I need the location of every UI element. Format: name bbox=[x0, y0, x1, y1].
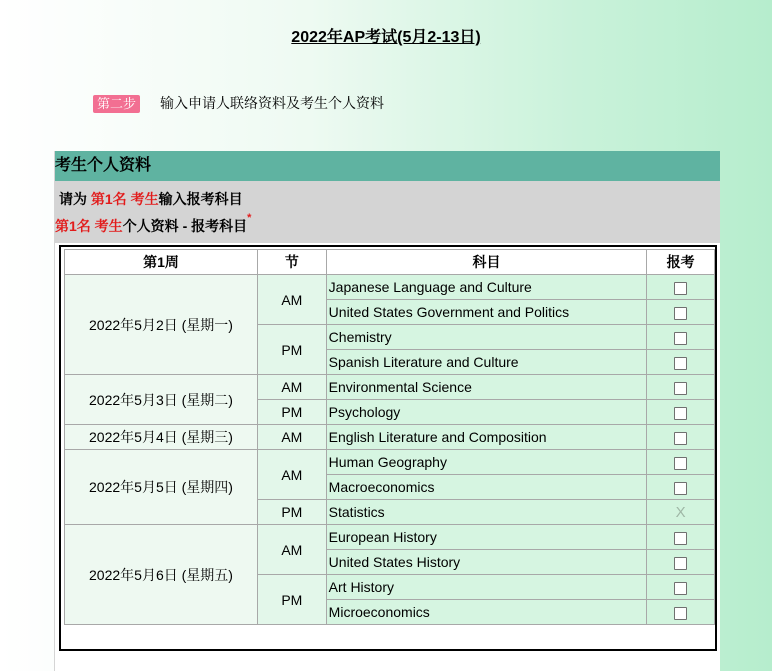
register-cell bbox=[647, 300, 715, 325]
exam-date: 2022年5月2日 (星期一) bbox=[65, 275, 258, 375]
section-header: 考生个人资料 bbox=[55, 151, 720, 181]
register-cell bbox=[647, 350, 715, 375]
step-badge: 第二步 bbox=[93, 95, 140, 113]
header-register: 报考 bbox=[647, 250, 715, 275]
subtitle-line bbox=[55, 212, 252, 236]
prompt-candidate: 第1名 考生 bbox=[90, 191, 159, 207]
section-instructions bbox=[55, 181, 720, 243]
header-subject: 科目 bbox=[326, 250, 647, 275]
register-checkbox[interactable] bbox=[674, 557, 687, 570]
exam-subject: Statistics bbox=[326, 500, 647, 525]
register-checkbox[interactable] bbox=[674, 332, 687, 345]
register-checkbox[interactable] bbox=[674, 532, 687, 545]
register-cell bbox=[647, 500, 715, 525]
register-checkbox[interactable] bbox=[674, 482, 687, 495]
exam-session: AM bbox=[257, 450, 326, 500]
register-cell bbox=[647, 400, 715, 425]
register-cell bbox=[647, 325, 715, 350]
exam-session: PM bbox=[257, 500, 326, 525]
register-cell bbox=[647, 375, 715, 400]
exam-session: AM bbox=[257, 425, 326, 450]
exam-subject: Spanish Literature and Culture bbox=[326, 350, 647, 375]
step-indicator bbox=[93, 93, 384, 113]
exam-subject: European History bbox=[326, 525, 647, 550]
unavailable-mark: X bbox=[675, 503, 686, 521]
register-checkbox[interactable] bbox=[674, 407, 687, 420]
exam-session: PM bbox=[257, 400, 326, 425]
register-checkbox[interactable] bbox=[674, 582, 687, 595]
table-row bbox=[65, 275, 715, 300]
prompt-line bbox=[59, 189, 243, 209]
register-checkbox[interactable] bbox=[674, 307, 687, 320]
exam-date: 2022年5月4日 (星期三) bbox=[65, 425, 258, 450]
table-row bbox=[65, 425, 715, 450]
exam-date: 2022年5月6日 (星期五) bbox=[65, 525, 258, 625]
exam-subject: Psychology bbox=[326, 400, 647, 425]
exam-subject: Microeconomics bbox=[326, 600, 647, 625]
register-cell bbox=[647, 550, 715, 575]
register-checkbox[interactable] bbox=[674, 382, 687, 395]
exam-session: AM bbox=[257, 525, 326, 575]
exam-subject: Chemistry bbox=[326, 325, 647, 350]
exam-session: AM bbox=[257, 275, 326, 325]
page-title: 2022年AP考试(5月2-13日) bbox=[291, 29, 481, 46]
register-checkbox[interactable] bbox=[674, 607, 687, 620]
required-mark: * bbox=[247, 212, 252, 224]
exam-subject: United States Government and Politics bbox=[326, 300, 647, 325]
table-row bbox=[65, 525, 715, 550]
register-cell bbox=[647, 525, 715, 550]
exam-session: PM bbox=[257, 575, 326, 625]
exam-subject: Macroeconomics bbox=[326, 475, 647, 500]
exam-subject: Art History bbox=[326, 575, 647, 600]
subtitle-candidate: 第1名 考生 bbox=[55, 218, 123, 234]
register-cell bbox=[647, 450, 715, 475]
register-cell bbox=[647, 575, 715, 600]
table-row bbox=[65, 375, 715, 400]
step-description: 输入申请人联络资料及考生个人资料 bbox=[160, 95, 385, 111]
register-checkbox[interactable] bbox=[674, 357, 687, 370]
register-checkbox[interactable] bbox=[674, 432, 687, 445]
prompt-suffix: 输入报考科目 bbox=[158, 191, 243, 207]
subtitle-rest: 个人资料 - 报考科目 bbox=[122, 218, 248, 234]
exam-subject: Human Geography bbox=[326, 450, 647, 475]
table-row bbox=[65, 450, 715, 475]
exam-date: 2022年5月3日 (星期二) bbox=[65, 375, 258, 425]
exam-session: AM bbox=[257, 375, 326, 400]
table-header-row bbox=[65, 250, 715, 275]
header-session: 节 bbox=[257, 250, 326, 275]
register-cell bbox=[647, 600, 715, 625]
exam-subject: English Literature and Composition bbox=[326, 425, 647, 450]
prompt-prefix: 请为 bbox=[59, 191, 91, 207]
register-cell bbox=[647, 425, 715, 450]
exam-schedule-table bbox=[64, 249, 715, 625]
exam-subject: Environmental Science bbox=[326, 375, 647, 400]
register-checkbox[interactable] bbox=[674, 457, 687, 470]
register-cell bbox=[647, 475, 715, 500]
exam-table-frame bbox=[59, 245, 717, 651]
exam-subject: United States History bbox=[326, 550, 647, 575]
exam-subject: Japanese Language and Culture bbox=[326, 275, 647, 300]
exam-date: 2022年5月5日 (星期四) bbox=[65, 450, 258, 525]
register-cell bbox=[647, 275, 715, 300]
register-checkbox[interactable] bbox=[674, 282, 687, 295]
header-week: 第1周 bbox=[65, 250, 258, 275]
exam-session: PM bbox=[257, 325, 326, 375]
candidate-section bbox=[54, 151, 720, 671]
